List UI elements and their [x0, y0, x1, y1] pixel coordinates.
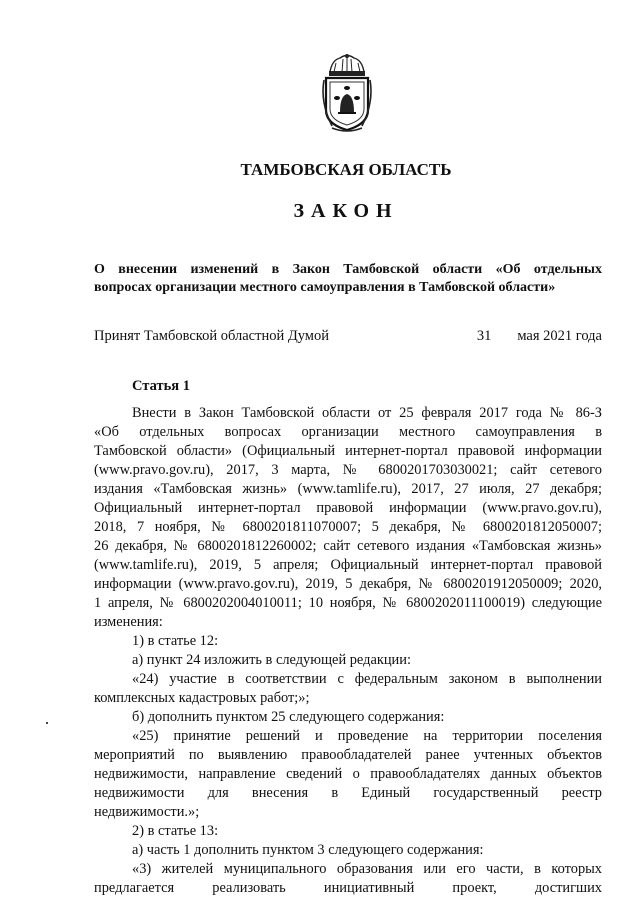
body-line: а) часть 1 дополнить пунктом 3 следующего содержания:: [132, 842, 484, 858]
article-body: [94, 404, 602, 898]
region-title: ТАМБОВСКАЯ ОБЛАСТЬ: [240, 160, 452, 179]
body-line: недвижимости для внесения в Единый государственный реестр: [94, 785, 602, 801]
body-line: издания «Тамбовская жизнь» (www.tamlife.ru), 2017, 27 июля, 27 декабря;: [94, 481, 602, 497]
body-line: недвижимости.»;: [94, 804, 200, 820]
body-line: «24) участие в соответствии с федеральным законом в выполнении: [132, 671, 602, 687]
adoption-date: мая 2021 года: [517, 328, 602, 344]
law-subject-line-2: вопросах организации местного самоуправления в Тамбовской области»: [94, 280, 556, 295]
adoption-line: [94, 328, 602, 345]
body-line: 1) в статье 12:: [132, 633, 219, 649]
body-line: Тамбовской области» (Официальный интернет-портал правовой информации: [94, 443, 602, 459]
body-line: изменения:: [94, 614, 163, 630]
body-line: недвижимости, направление сведений о правообладателях данных объектов: [94, 766, 602, 782]
body-line: «25) принятие решений и проведение на территории поселения: [132, 728, 602, 744]
body-line: информации (www.pravo.gov.ru), 2019, 5 декабря, № 6800201912050009; 2020,: [94, 576, 602, 592]
body-line: «3) жителей муниципального образования или его части, в которых: [132, 861, 602, 877]
adoption-day: 31: [476, 328, 492, 344]
adoption-text: Принят Тамбовской областной Думой: [94, 328, 329, 344]
body-line: 2018, 7 ноября, № 6800201811070007; 5 декабря, № 6800201812050007;: [94, 519, 602, 535]
body-line: комплексных кадастровых работ;»;: [94, 690, 310, 706]
body-line: 26 декабря, № 6800201812260002; сайт сетевого издания «Тамбовская жизнь»: [94, 538, 602, 554]
scan-speck: [46, 722, 48, 724]
tambov-coat-of-arms-icon: [318, 52, 376, 134]
body-line: мероприятий по выявлению правообладателей ранее учтенных объектов: [94, 747, 602, 763]
body-line: (www.pravo.gov.ru), 2017, 3 марта, № 6800201703030021; сайт сетевого: [94, 462, 602, 478]
law-subject: [94, 261, 602, 297]
body-line: «Об отдельных вопросах организации местного самоуправления в: [94, 424, 602, 440]
body-line: (www.tamlife.ru), 2019, 5 апреля; Официальный интернет-портал правовой: [94, 557, 602, 573]
body-line: б) дополнить пунктом 25 следующего содержания:: [132, 709, 445, 725]
document-type-title: ЗАКОН: [293, 200, 399, 222]
body-line: а) пункт 24 изложить в следующей редакции:: [132, 652, 411, 668]
body-line: предлагается реализовать инициативный проект, достигших: [94, 880, 602, 896]
body-line: Внести в Закон Тамбовской области от 25 февраля 2017 года № 86-З: [132, 405, 602, 421]
body-line: Официальный интернет-портал правовой информации (www.pravo.gov.ru),: [94, 500, 602, 516]
body-line: 1 апреля, № 6800202004010011; 10 ноября, № 6800202011100019) следующие: [94, 595, 602, 611]
article-title: Статья 1: [132, 378, 190, 394]
law-subject-line-1: О внесении изменений в Закон Тамбовской области «Об отдельных: [94, 262, 602, 277]
body-line: 2) в статье 13:: [132, 823, 219, 839]
